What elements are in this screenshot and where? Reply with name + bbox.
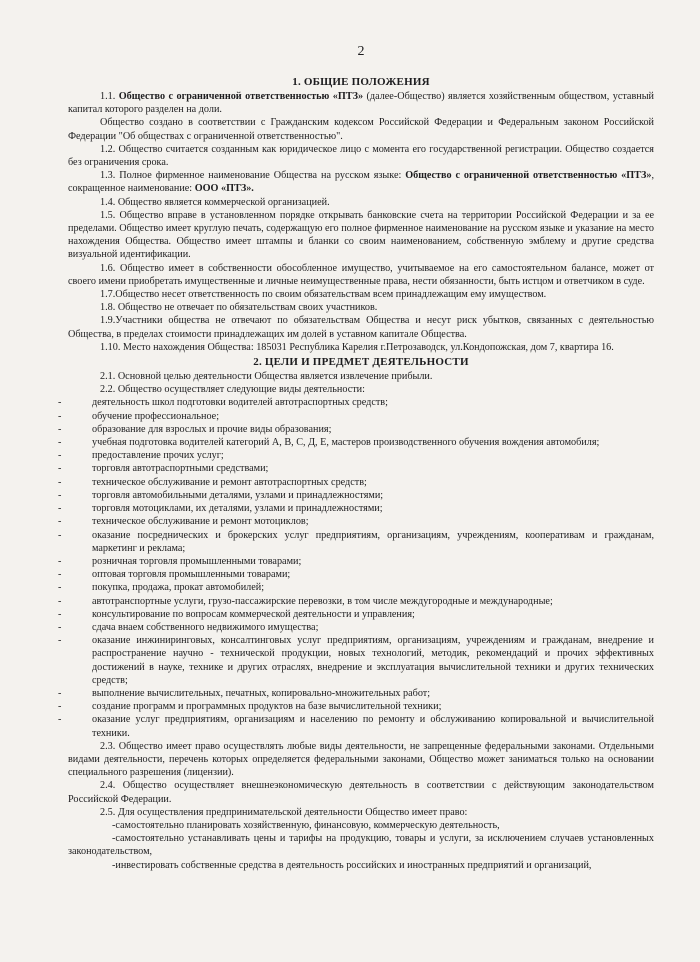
list-item-text: оказание посреднических и брокерских услуг предприятиям, организациям, учреждениям, кооперативам и гражданам, маркетинг и реклама; (92, 529, 654, 554)
right-item: -инвестировать собственные средства в деятельность российских и иностранных предприятий и организаций, (112, 859, 592, 871)
bullet-dash: - (58, 595, 62, 607)
bullet-dash: - (58, 450, 62, 462)
right-item: -самостоятельно планировать хозяйственную, финансовую, коммерческую деятельность, (112, 819, 500, 831)
company-name: Общество с ограниченной ответственностью «ПТЗ» (118, 91, 364, 102)
bullet-dash: - (58, 529, 62, 541)
list-item (58, 476, 654, 489)
bullet-dash: - (58, 503, 62, 515)
list-item (58, 555, 654, 568)
list-item (58, 713, 654, 739)
text: (далее-Общество) является хозяйственным обществом, уставный капитал которого разделен на доли. (68, 91, 655, 116)
activities-list (58, 396, 654, 739)
list-item (58, 515, 654, 528)
bullet-dash: - (58, 608, 62, 620)
bullet-dash: - (58, 397, 62, 409)
list-item (58, 529, 654, 555)
bullet-dash: - (58, 569, 62, 581)
bullet-dash: - (58, 635, 62, 647)
list-item (58, 581, 654, 594)
list-item-text: техническое обслуживание и ремонт автотраспортных средств; (92, 476, 367, 488)
bullet-dash: - (58, 687, 62, 699)
rights-list (68, 819, 654, 872)
list-item (58, 687, 654, 700)
paragraph-1-10: 1.10. Место нахождения Общества: 185031 Республика Карелия г.Петрозаводск, ул.Кондопожская, дом 7, квартира 16. (100, 341, 614, 353)
list-item (58, 621, 654, 634)
paragraph-1-1-creation: Общество создано в соответствии с Гражданским кодексом Российской Федерации и Федеральным законом Российской Федерации "Об обществах с ограниченной ответственностью". (68, 117, 654, 142)
bullet-dash: - (58, 476, 62, 488)
list-item (58, 436, 654, 449)
paragraph-1-8: 1.8. Общество не отвечает по обязательствам своих участников. (100, 302, 378, 314)
list-item-text: предоставление прочих услуг; (92, 450, 224, 462)
list-item (58, 595, 654, 608)
text: 1.1. (100, 91, 119, 102)
paragraph-1-5: 1.5. Общество вправе в установленном порядке открывать банковские счета на территории Российской Федерации и за ее пределами. Общество имеет круглую печать, содержащую его полное фирменное наименование на русском языке и указание на место нахождения Общества. Общество имеет штампы и бланки со своим наименованием, собственную эмблему и другие средства визуальной идентификации. (68, 209, 654, 261)
paragraph-2-3: 2.3. Общество имеет право осуществлять любые виды деятельности, не запрещенные федеральными законами. Отдельными видами деятельности, перечень которых определяется федеральными законами, Общество может заниматься только на основании специального разрешения (лицензии). (68, 740, 654, 779)
list-item (58, 449, 654, 462)
right-item: -самостоятельно устанавливать цены и тарифы на продукцию, товары и услуги, за исключением случаев установленных законодательством, (68, 833, 654, 858)
list-item (58, 423, 654, 436)
bullet-dash: - (58, 463, 62, 475)
bullet-dash: - (58, 489, 62, 501)
list-item (58, 568, 654, 581)
list-item (58, 396, 654, 409)
bullet-dash: - (58, 437, 62, 449)
paragraph-2-5: 2.5. Для осуществления предпринимательской деятельности Общество имеет право: (100, 806, 468, 818)
company-short-name: ООО «ПТЗ». (194, 183, 254, 195)
paragraph-2-1: 2.1. Основной целью деятельности Общества является извлечение прибыли. (100, 371, 433, 383)
list-item (58, 608, 654, 621)
list-item (58, 489, 654, 502)
list-item-text: учебная подготовка водителей категорий А, В, С, Д, Е, мастеров производственного обучения вождения автомобиля; (92, 437, 600, 449)
paragraph-1-2: 1.2. Общество считается созданным как юридическое лицо с момента его государственной регистрации. Общество создается без ограничения срока. (68, 143, 654, 169)
list-item (58, 462, 654, 475)
list-item-text: оказание услуг предприятиям, организациям и населению по ремонту и обслуживанию копировальной и вычислительной техники. (92, 714, 654, 739)
bullet-dash: - (58, 410, 62, 422)
bullet-dash: - (58, 701, 62, 713)
bullet-dash: - (58, 555, 62, 567)
bullet-dash: - (58, 516, 62, 528)
list-item-text: покупка, продажа, прокат автомобилей; (92, 582, 265, 594)
section-1-heading: 1. ОБЩИЕ ПОЛОЖЕНИЯ (292, 76, 430, 88)
paragraph-1-7: 1.7.Общество несет ответственность по своим обязательствам всем принадлежащим ему имуществом. (100, 289, 547, 301)
text: 1.3. Полное фирменное наименование Общества на русском языке: (100, 170, 406, 182)
paragraph-1-3 (68, 169, 654, 195)
list-item-text: розничная торговля промышленными товарами; (92, 555, 302, 567)
list-item-text: деятельность школ подготовки водителей автотраспортных средств; (92, 397, 388, 409)
bullet-dash: - (58, 582, 62, 594)
list-item-text: образование для взрослых и прочие виды образования; (92, 423, 332, 435)
list-item-text: оказание инжиниринговых, консалтинговых услуг предприятиям, организациям, учреждениям и гражданам, внедрение и распространение научно - технической продукции, новых технологий, методик, рекомендаций и прочих эффективных достижений в науке, технике и других отраслях, внедрение и эксплуатация вычислительной техники и других технических средств; (92, 635, 654, 686)
paragraph-1-9: 1.9.Участники общества не отвечают по обязательствам Общества и несут риск убытков, связанных с деятельностью Общества, в пределах стоимости принадлежащих им долей в уставном капитале Общества. (68, 315, 654, 340)
list-item-text: оптовая торговля промышленными товарами; (92, 569, 291, 581)
paragraph-1-6: 1.6. Общество имеет в собственности обособленное имущество, учитываемое на его самостоятельном балансе, может от своего имени приобретать имущественные и личные неимущественные права, нести обязанности, быть истцом и ответчиком в суде. (68, 262, 654, 287)
list-item (58, 700, 654, 713)
bullet-dash: - (58, 714, 62, 726)
list-item-text: выполнение вычислительных, печатных, копировально-множительных работ; (92, 687, 431, 699)
list-item (58, 634, 654, 687)
page-number: 2 (357, 44, 365, 59)
list-item (58, 502, 654, 515)
list-item-text: торговля автотраспортными средствами; (92, 463, 269, 475)
list-item (58, 410, 654, 423)
list-item-text: обучение профессиональное; (92, 410, 220, 422)
list-item-text: торговля автомобильными деталями, узлами и принадлежностями; (92, 489, 384, 501)
paragraph-2-4: 2.4. Общество осуществляет внешнеэкономическую деятельность в соответствии с действующим законодательством Российской Федерации. (68, 780, 654, 805)
paragraph-1-1 (68, 90, 654, 116)
list-item-text: консультирование по вопросам коммерческой деятельности и управления; (92, 608, 415, 620)
paragraph-1-4: 1.4. Общество является коммерческой организацией. (100, 196, 330, 208)
company-full-name: Общество с ограниченной ответственностью «ПТЗ» (405, 170, 652, 182)
bullet-dash: - (58, 423, 62, 435)
text: , сокращенное наименование: (68, 170, 654, 195)
list-item-text: создание программ и программных продуктов на базе вычислительной техники; (92, 701, 442, 713)
paragraph-2-2: 2.2. Общество осуществляет следующие виды деятельности: (100, 384, 365, 396)
bullet-dash: - (58, 621, 62, 633)
list-item-text: сдача внаем собственного недвижимого имущества; (92, 621, 319, 633)
list-item-text: автотранспортные услуги, грузо-пассажирские перевозки, в том числе междугородные и международные; (92, 595, 553, 607)
list-item-text: торговля мотоциклами, их деталями, узлами и принадлежностями; (92, 503, 383, 515)
section-2-heading: 2. ЦЕЛИ И ПРЕДМЕТ ДЕЯТЕЛЬНОСТИ (253, 356, 469, 369)
list-item-text: техническое обслуживание и ремонт мотоциклов; (92, 516, 309, 528)
